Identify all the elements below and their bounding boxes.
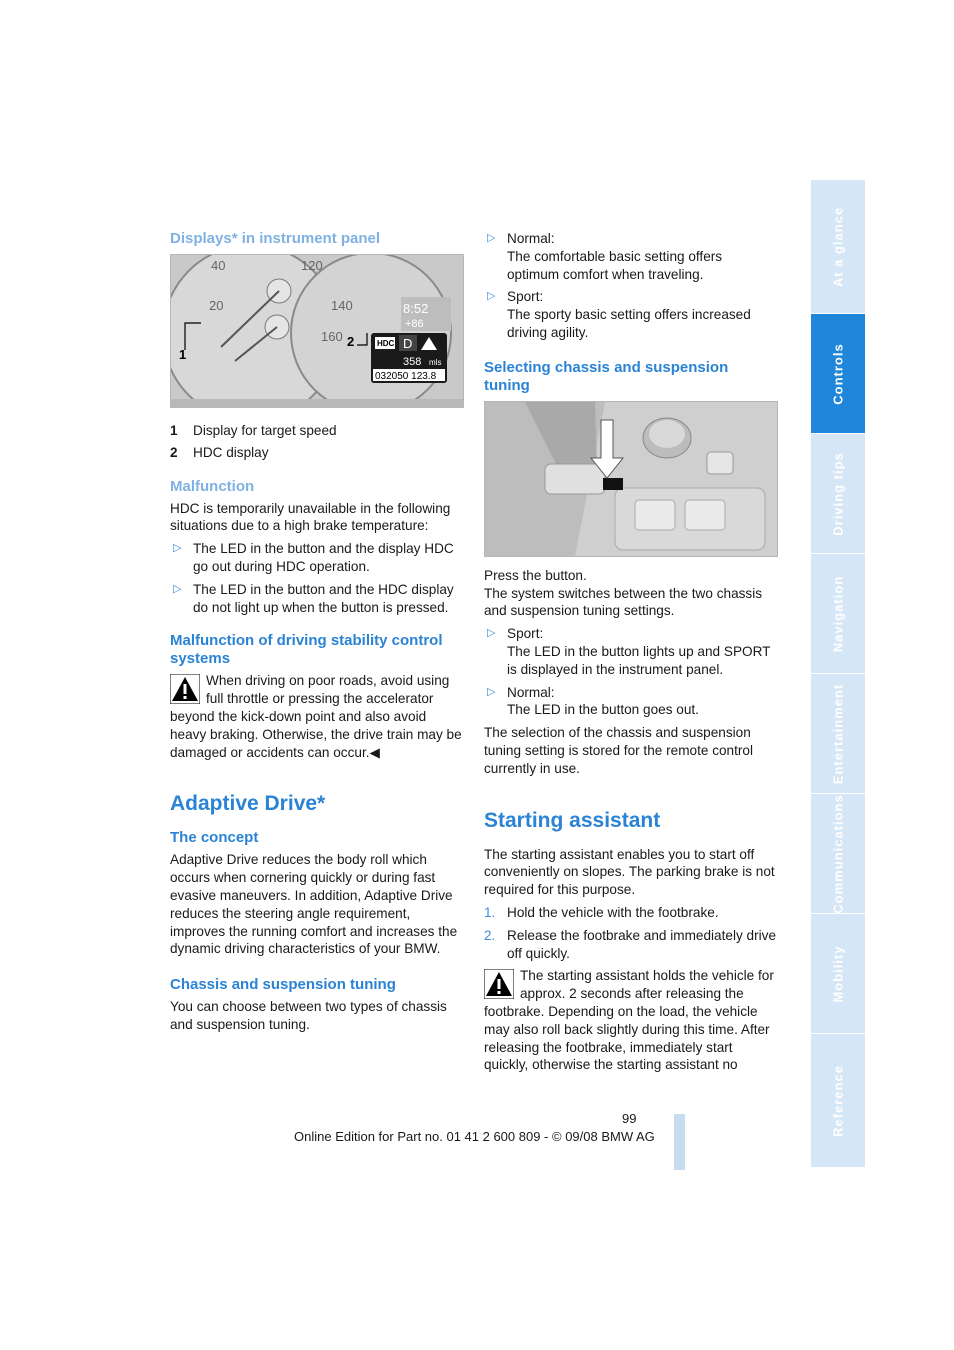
sidebar-tab-mobility[interactable]: Mobility <box>811 914 865 1033</box>
concept-heading: The concept <box>170 829 259 847</box>
concept-text: Adaptive Drive reduces the body roll which occurs when cornering quickly or during fast evasive maneuvers. In addition, Adaptive Drive reduces the steering angle requirement, improves the running comfort and increases the dynamic driving characteristics of your BMW. <box>170 852 458 957</box>
legend-item: 1 Display for target speed <box>170 423 337 438</box>
figure-callout-1: 1 <box>179 347 187 362</box>
console-figure <box>484 401 778 557</box>
sidebar-tab-navigation[interactable]: Navigation <box>811 554 865 673</box>
bullet-triangle-icon: ▷ <box>173 582 182 595</box>
adaptive-drive-heading: Adaptive Drive* <box>170 792 326 816</box>
bullet-triangle-icon: ▷ <box>487 685 496 698</box>
malfunction-heading: Malfunction <box>170 477 255 495</box>
svg-text:160: 160 <box>321 329 343 344</box>
sidebar-tab-at-a-glance[interactable]: At a glance <box>811 180 865 313</box>
mode-item: ▷ Sport: The sporty basic setting offers increased driving agility. <box>487 289 751 340</box>
step-item: 2. Release the footbrake and immediately drive off quickly. <box>484 927 777 961</box>
warning-triangle-icon <box>170 674 200 704</box>
sidebar-tab-driving-tips[interactable]: Driving tips <box>811 434 865 553</box>
dsc-malfunction-heading: Malfunction of driving stability control systems <box>170 632 443 668</box>
bullet-triangle-icon: ▷ <box>487 232 496 244</box>
sidebar-tab-controls[interactable]: Controls <box>811 314 865 433</box>
starting-warning: The starting assistant holds the vehicle for approx. 2 seconds after releasing the footbrake. Depending on the load, the vehicle may also roll back slightly during this time. After releasing the footbrake, immediately start quickly, otherwise the starting assistant no <box>484 968 774 1073</box>
hdc-indicator: HDC <box>377 339 395 348</box>
gear-indicator: D <box>403 336 413 351</box>
dsc-warning: When driving on poor roads, avoid using full throttle or pressing the accelerator beyond the kick-down point and also avoid heavy braking. Otherwise, the drive train may be damaged or accidents can occur.◀ <box>170 673 462 760</box>
range-unit: mls <box>429 358 442 367</box>
sidebar-tab-communications[interactable]: Communications <box>811 794 865 913</box>
figure-legend <box>170 422 462 462</box>
stored-text: The selection of the chassis and suspension tuning setting is stored for the remote control currently in use. <box>484 725 753 776</box>
svg-text:40: 40 <box>211 258 226 273</box>
left-column <box>170 226 462 1034</box>
odometer-readout: 032050 123.8 <box>375 371 437 382</box>
page-number: 99 <box>622 1111 637 1126</box>
select-tuning-heading: Selecting chassis and suspension tuning <box>484 358 729 394</box>
console-illustration <box>485 402 777 556</box>
svg-text:120: 120 <box>301 258 323 273</box>
displays-heading: Displays* in instrument panel <box>170 230 381 247</box>
starting-text: The starting assistant enables you to start off conveniently on slopes. The parking brake is not required for this purpose. <box>484 846 775 898</box>
warning-triangle-icon <box>484 969 514 999</box>
legend-item: 2 HDC display <box>170 444 269 460</box>
instrument-panel-figure <box>170 254 464 408</box>
list-item: ▷ The LED in the button and the display HDC go out during HDC operation. <box>173 541 454 574</box>
right-column <box>484 230 776 1074</box>
range-readout: 358 <box>403 356 422 368</box>
bullet-triangle-icon: ▷ <box>487 290 496 303</box>
led-state-item: ▷ Normal: The LED in the button goes out. <box>487 684 699 718</box>
starting-assistant-heading: Starting assistant <box>484 808 661 832</box>
footer-marker <box>674 1114 685 1170</box>
switch-text: The system switches between the two chassis and suspension tuning settings. <box>484 585 763 619</box>
mode-item: ▷ Normal: The comfortable basic setting offers optimum comfort when traveling. <box>487 231 723 282</box>
edition-footer: Online Edition for Part no. 01 41 2 600 809 - © 09/08 BMW AG <box>294 1129 655 1144</box>
malfunction-text: HDC is temporarily unavailable in the following situations due to a high brake temperature: <box>170 500 451 534</box>
step-item: 1. Hold the vehicle with the footbrake. <box>484 904 719 920</box>
tuning-heading: Chassis and suspension tuning <box>170 976 396 994</box>
svg-text:20: 20 <box>209 298 224 313</box>
tuning-text: You can choose between two types of chassis and suspension tuning. <box>170 999 447 1032</box>
bullet-triangle-icon: ▷ <box>173 542 182 555</box>
instrument-panel-illustration <box>171 255 463 407</box>
sidebar-tab-reference[interactable]: Reference <box>811 1034 865 1167</box>
figure-callout-2: 2 <box>347 334 355 349</box>
bullet-triangle-icon: ▷ <box>487 627 496 640</box>
press-text: Press the button. <box>484 567 587 583</box>
list-item: ▷ The LED in the button and the HDC display do not light up when the button is pressed. <box>173 581 454 615</box>
clock-readout: 8:52 <box>403 301 429 316</box>
temp-readout: +86 <box>405 318 424 330</box>
sidebar-tab-entertainment[interactable]: Entertainment <box>811 674 865 793</box>
led-state-item: ▷ Sport: The LED in the button lights up and SPORT is displayed in the instrument panel. <box>487 626 771 677</box>
svg-text:140: 140 <box>331 298 353 313</box>
